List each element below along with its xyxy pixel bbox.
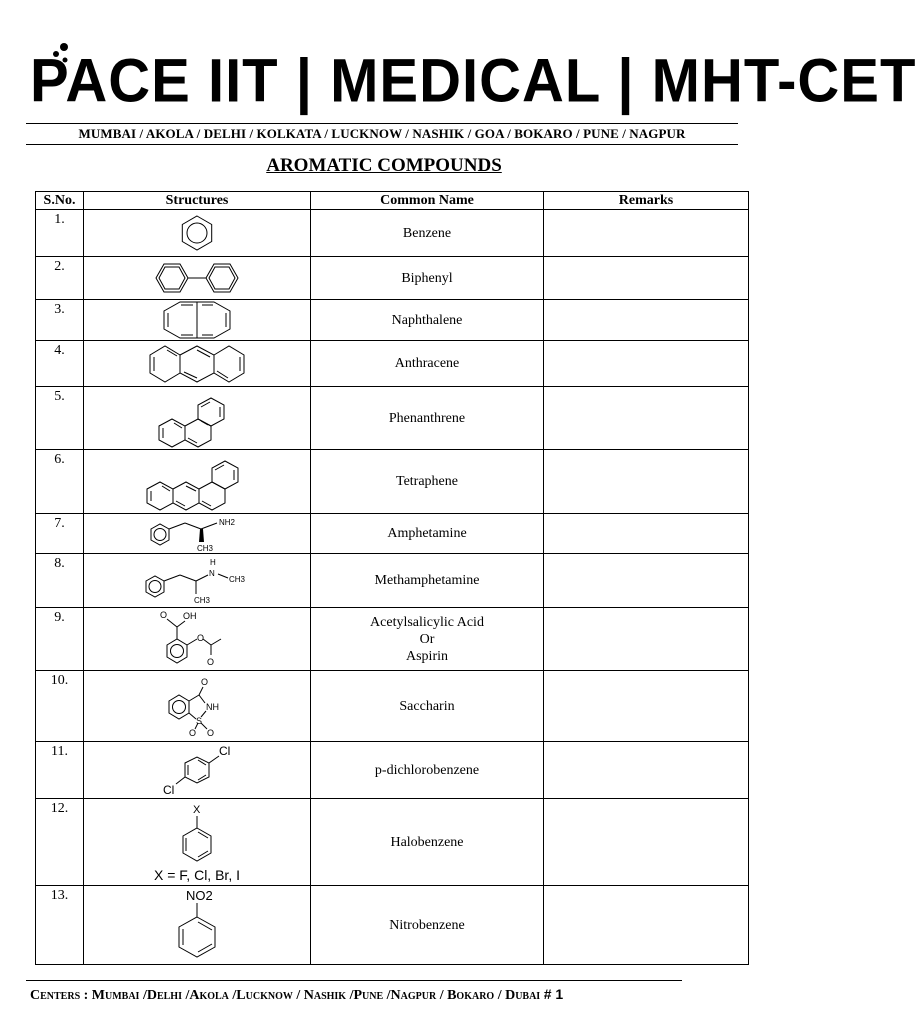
row-sno: 11. (36, 742, 84, 799)
row-sno: 13. (36, 886, 84, 965)
h-label: H (210, 557, 216, 567)
aspirin-o-ester: O (197, 633, 205, 643)
header-structures: Structures (84, 192, 311, 210)
structure-cell (84, 257, 311, 300)
header-rule-top (26, 123, 738, 124)
structure-cell (84, 671, 311, 742)
remarks-cell (544, 608, 749, 671)
tetraphene-structure (145, 452, 249, 512)
common-name: Benzene (311, 210, 544, 257)
remarks-cell (544, 387, 749, 450)
remarks-cell (544, 554, 749, 608)
page-title: AROMATIC COMPOUNDS (266, 155, 502, 176)
remarks-cell (544, 300, 749, 341)
page-number: # 1 (543, 986, 564, 1002)
aspirin-oh: OH (183, 611, 197, 621)
structure-cell (84, 608, 311, 671)
saccharin-o2: O (207, 728, 215, 738)
halo-x-label: X (193, 804, 201, 816)
header-remarks: Remarks (544, 192, 749, 210)
saccharin-s: S (196, 716, 203, 726)
remarks-cell (544, 341, 749, 387)
saccharin-nh: NH (206, 702, 219, 712)
benzene-structure (177, 213, 217, 253)
structure-cell (84, 341, 311, 387)
n-label: N (209, 568, 215, 578)
remarks-cell (544, 799, 749, 886)
row-sno: 6. (36, 450, 84, 514)
row-sno: 2. (36, 257, 84, 300)
table-row (36, 608, 749, 671)
common-name: Biphenyl (311, 257, 544, 300)
remarks-cell (544, 886, 749, 965)
remarks-cell (544, 742, 749, 799)
row-sno: 4. (36, 341, 84, 387)
table-row (36, 387, 749, 450)
saccharin-structure (161, 675, 233, 737)
remarks-cell (544, 514, 749, 554)
nitrobenzene-structure (167, 887, 227, 963)
common-name: Phenanthrene (311, 387, 544, 450)
common-name: Amphetamine (311, 514, 544, 554)
table-row (36, 554, 749, 608)
common-name: Tetraphene (311, 450, 544, 514)
biphenyl-structure (154, 259, 240, 297)
structure-cell (84, 554, 311, 608)
structure-cell (84, 300, 311, 341)
table-row (36, 257, 749, 300)
remarks-cell (544, 450, 749, 514)
saccharin-o-top: O (201, 677, 209, 687)
row-sno: 3. (36, 300, 84, 341)
table-row (36, 300, 749, 341)
row-sno: 10. (36, 671, 84, 742)
structure-cell (84, 450, 311, 514)
header-rule-bottom (26, 144, 738, 145)
table-row (36, 886, 749, 965)
nh2-label: NH2 (219, 517, 236, 527)
ch3-label: CH3 (197, 543, 214, 553)
halobenzene-structure (142, 800, 252, 884)
brand-title: PACE IIT | MEDICAL | MHT-CET (30, 47, 916, 116)
saccharin-o1: O (189, 728, 197, 738)
row-sno: 7. (36, 514, 84, 554)
row-sno: 8. (36, 554, 84, 608)
aspirin-o-carbonyl: O (207, 657, 215, 667)
brand-logo (30, 44, 916, 116)
structure-cell (84, 514, 311, 554)
common-name: Acetylsalicylic Acid Or Aspirin (311, 608, 544, 671)
footer-centers: Centers : Mumbai /Delhi /Akola /Lucknow / Nashik /Pune /Nagpur / Bokaro / Dubai # 1 (30, 986, 564, 1003)
ch3-right-label: CH3 (229, 574, 246, 584)
common-name: Saccharin (311, 671, 544, 742)
common-name: p-dichlorobenzene (311, 742, 544, 799)
table-row (36, 742, 749, 799)
anthracene-structure (148, 344, 246, 384)
structure-cell (84, 387, 311, 450)
cl-bottom-label: Cl (163, 783, 175, 797)
table-row (36, 210, 749, 257)
aspirin-structure (155, 609, 239, 669)
common-name: Anthracene (311, 341, 544, 387)
cities-line: MUMBAI / AKOLA / DELHI / KOLKATA / LUCKNOW / NASHIK / GOA / BOKARO / PUNE / NAGPUR (78, 126, 686, 141)
common-name: Naphthalene (311, 300, 544, 341)
cl-top-label: Cl (219, 744, 231, 758)
common-name: Halobenzene (311, 799, 544, 886)
common-name: Methamphetamine (311, 554, 544, 608)
remarks-cell (544, 257, 749, 300)
ch3-down-label: CH3 (194, 595, 211, 605)
structure-cell (84, 886, 311, 965)
footer-rule (26, 980, 682, 981)
table-row (36, 671, 749, 742)
phenanthrene-structure (157, 389, 237, 447)
table-row (36, 450, 749, 514)
halo-caption: X = F, Cl, Br, I (154, 867, 240, 883)
table-header-row (36, 192, 749, 210)
table-row (36, 514, 749, 554)
structure-cell (84, 210, 311, 257)
dichlorobenzene-structure (155, 743, 239, 797)
remarks-cell (544, 210, 749, 257)
structure-cell (84, 742, 311, 799)
table-row (36, 799, 749, 886)
row-sno: 5. (36, 387, 84, 450)
common-name: Nitrobenzene (311, 886, 544, 965)
row-sno: 9. (36, 608, 84, 671)
remarks-cell (544, 671, 749, 742)
row-sno: 1. (36, 210, 84, 257)
methamphetamine-structure (142, 557, 252, 605)
no2-label: NO2 (186, 888, 213, 903)
header-sno: S.No. (36, 192, 84, 210)
table-row (36, 341, 749, 387)
aspirin-o-top: O (160, 610, 168, 620)
header-common-name: Common Name (311, 192, 544, 210)
structure-cell (84, 799, 311, 886)
row-sno: 12. (36, 799, 84, 886)
amphetamine-structure (147, 515, 247, 553)
compounds-table (35, 191, 749, 965)
naphthalene-structure (162, 300, 232, 340)
